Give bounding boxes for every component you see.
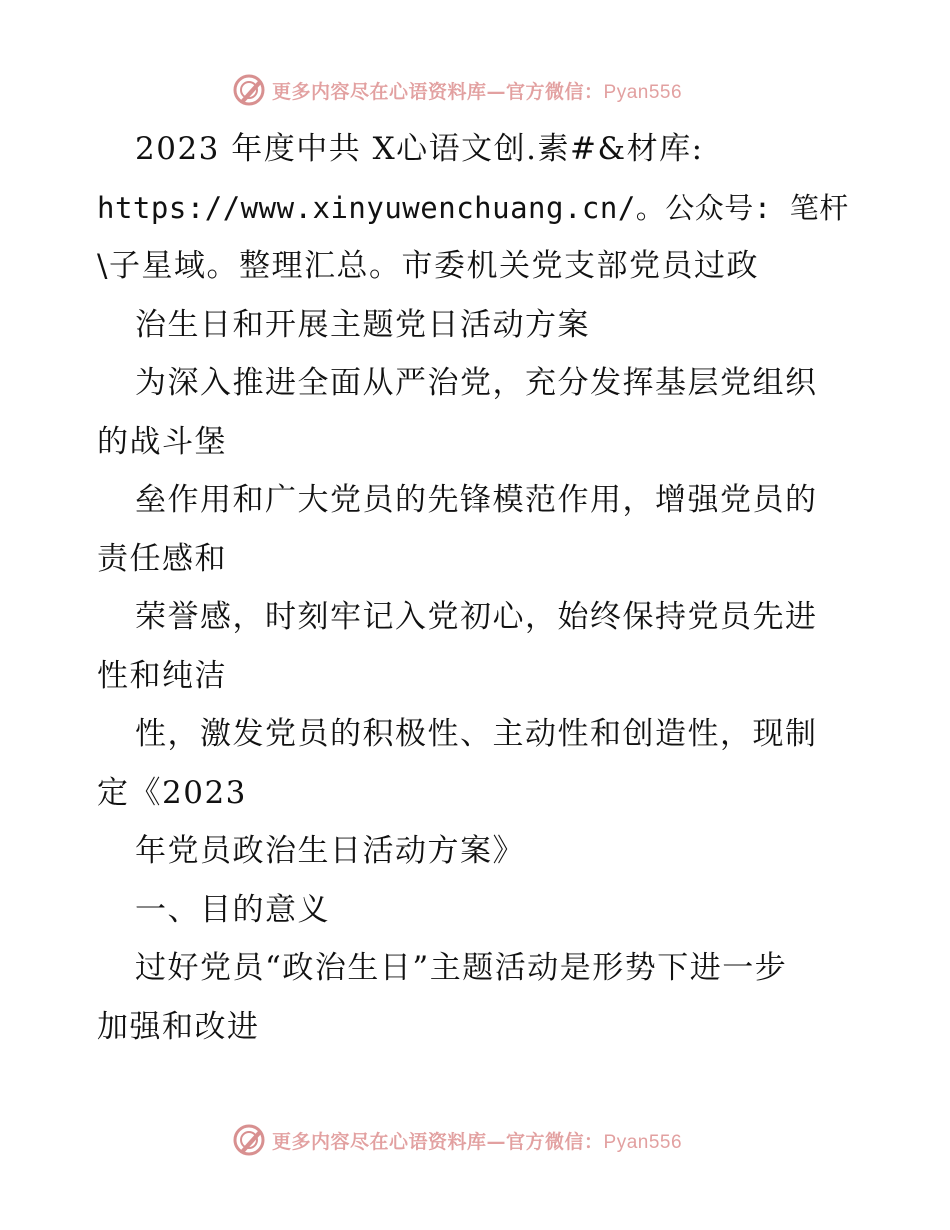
wechat-id: Pyan556 — [603, 1131, 683, 1153]
body-line: 过好党员“政治生日”主题活动是形势下进一步 — [135, 950, 788, 986]
body-line: https://www.xinyuwenchuang.cn/。公众号: 笔杆 — [97, 190, 849, 225]
section-heading: 一、目的意义 — [135, 891, 330, 928]
body-line: 性和纯洁 — [97, 657, 227, 694]
body-line: 加强和改进 — [97, 1008, 260, 1045]
header-banner — [232, 70, 752, 110]
wechat-id: Pyan556 — [603, 81, 683, 103]
body-line: 定《2023 — [97, 774, 247, 811]
body-line: 治生日和开展主题党日活动方案 — [135, 306, 590, 343]
body-line: 荣誉感，时刻牢记入党初心，始终保持党员先进 — [135, 599, 818, 635]
body-line: 为深入推进全面从严治党，充分发挥基层党组织 — [135, 365, 818, 401]
body-line: 垒作用和广大党员的先锋模范作用，增强党员的 — [135, 482, 818, 518]
body-line: 的战斗堡 — [97, 423, 227, 460]
body-line: 2023 年度中共 X心语文创.素#&材库: — [135, 131, 704, 167]
document-body — [97, 120, 857, 1056]
body-line: \子星域。整理汇总。市委机关党支部党员过政 — [97, 248, 759, 284]
pen-logo-icon — [232, 1123, 266, 1157]
banner-text: 更多内容尽在心语资料库—官方微信：Pyan556 — [272, 1130, 683, 1153]
footer-banner — [232, 1120, 752, 1160]
pen-logo-icon — [232, 73, 266, 107]
banner-text: 更多内容尽在心语资料库—官方微信：Pyan556 — [272, 80, 683, 103]
body-line: 性，激发党员的积极性、主动性和创造性，现制 — [135, 716, 818, 752]
body-line: 年党员政治生日活动方案》 — [135, 833, 525, 869]
body-line: 责任感和 — [97, 540, 227, 577]
